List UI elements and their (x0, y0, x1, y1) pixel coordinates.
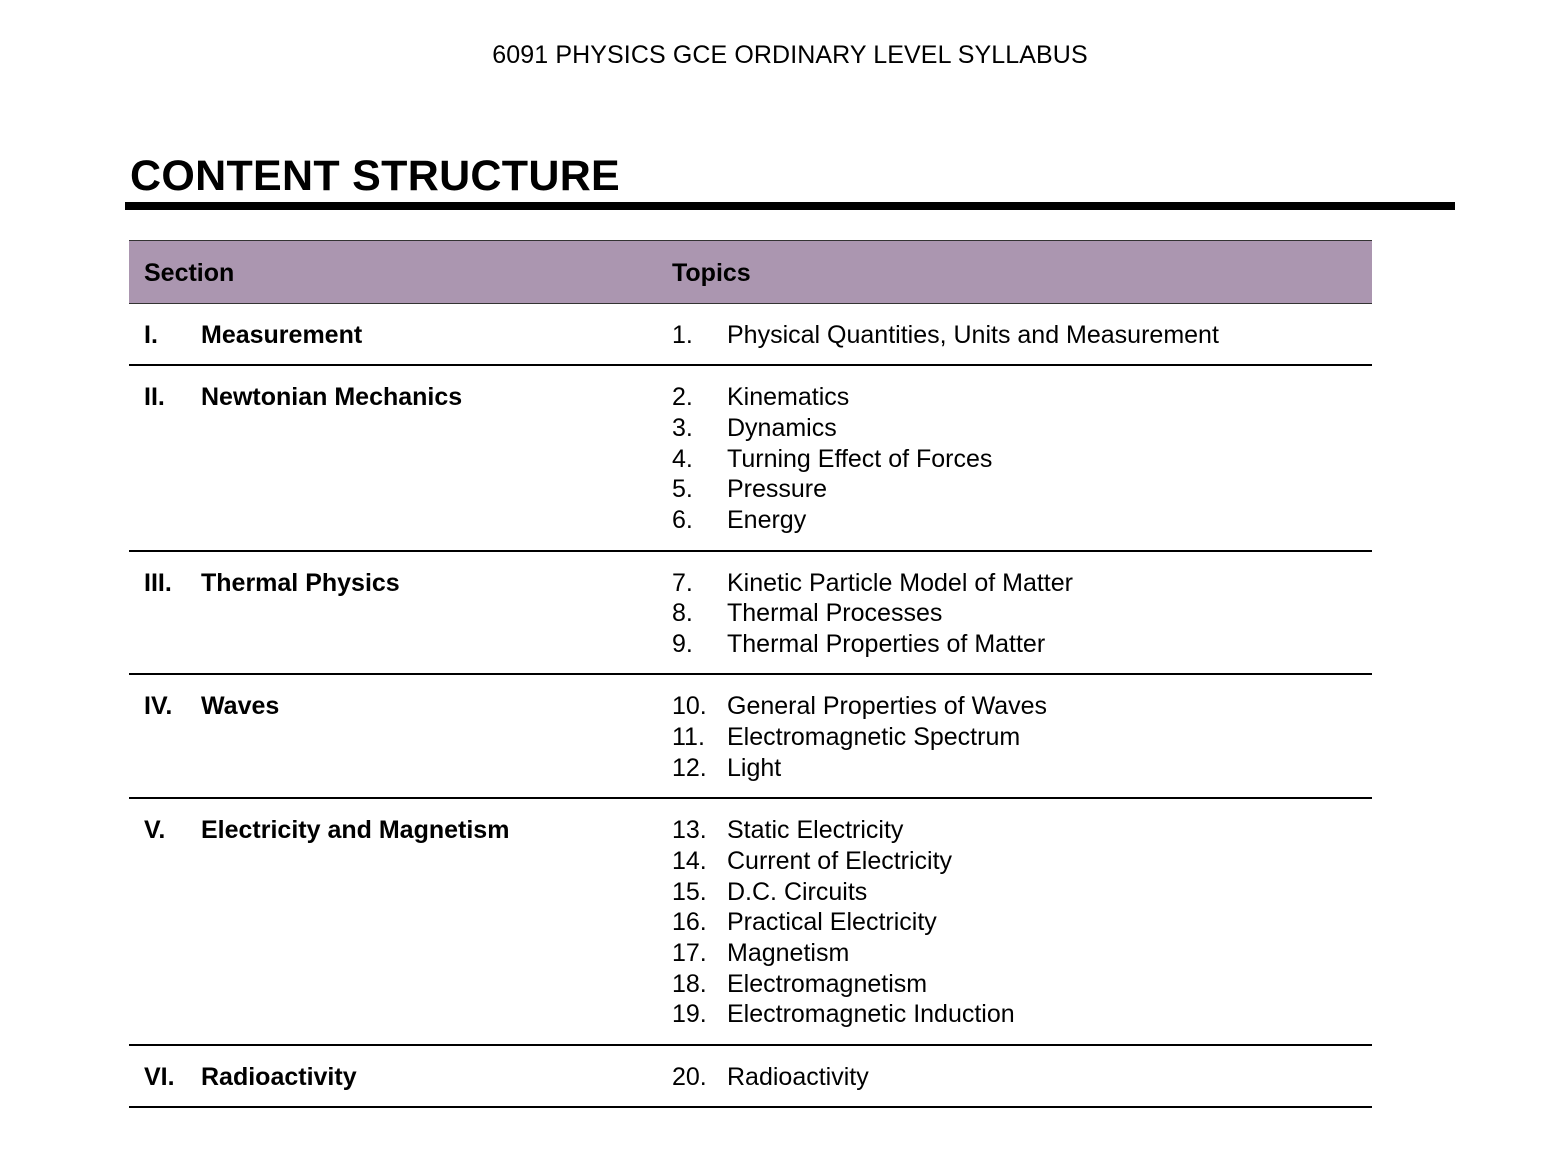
running-header: 6091 PHYSICS GCE ORDINARY LEVEL SYLLABUS (492, 41, 1088, 69)
header-topics: Topics (672, 259, 751, 287)
section-name: Thermal Physics (201, 568, 400, 597)
section-name: Waves (201, 692, 280, 721)
table-row (129, 1046, 1372, 1108)
section-numeral: II. (144, 383, 165, 412)
header-section: Section (144, 259, 235, 287)
title-rule (125, 202, 1455, 210)
topic-number: 2. (672, 383, 693, 412)
table-body (129, 304, 1372, 1108)
topic-number: 7. (672, 568, 693, 597)
topic-name: Practical Electricity (727, 908, 937, 937)
content-structure-table (129, 240, 1372, 1108)
topic-number: 13. (672, 816, 707, 845)
topic-name: D.C. Circuits (727, 877, 868, 906)
section-numeral: IV. (144, 692, 173, 721)
topic-name: Electromagnetism (727, 969, 928, 998)
section-numeral: III. (144, 568, 172, 597)
table-row (129, 552, 1372, 676)
topic-number: 15. (672, 877, 707, 906)
topic-name: Electromagnetic Spectrum (727, 723, 1021, 752)
section-name: Newtonian Mechanics (201, 383, 463, 412)
topic-name: Pressure (727, 475, 828, 504)
topic-number: 12. (672, 753, 707, 782)
page-title: CONTENT STRUCTURE (130, 152, 621, 200)
topic-number: 5. (672, 475, 693, 504)
section-name: Measurement (201, 321, 363, 349)
section-name: Radioactivity (201, 1062, 357, 1091)
section-numeral: V. (144, 816, 166, 845)
topic-number: 1. (672, 321, 693, 349)
topic-name: Current of Electricity (727, 846, 953, 875)
table-row (129, 675, 1372, 799)
topic-name: Dynamics (727, 414, 837, 443)
topic-name: Light (727, 753, 782, 782)
table-header (129, 240, 1372, 304)
topic-number: 17. (672, 938, 707, 967)
topic-name: Energy (727, 506, 807, 535)
topic-name: Turning Effect of Forces (727, 444, 993, 473)
topic-number: 4. (672, 444, 693, 473)
topic-name: Thermal Processes (727, 599, 943, 628)
table-row (129, 366, 1372, 551)
topic-number: 3. (672, 414, 693, 443)
topic-number: 10. (672, 692, 707, 721)
table-row (129, 799, 1372, 1046)
section-numeral: VI. (144, 1062, 175, 1091)
section-numeral: I. (144, 321, 158, 349)
topic-name: Magnetism (727, 938, 850, 967)
topic-name: Kinematics (727, 383, 850, 412)
topic-name: Thermal Properties of Matter (727, 629, 1046, 658)
topic-number: 19. (672, 1000, 707, 1029)
topic-number: 16. (672, 908, 707, 937)
topic-name: Kinetic Particle Model of Matter (727, 568, 1073, 597)
topic-name: Radioactivity (727, 1062, 869, 1091)
topic-name: Electromagnetic Induction (727, 1000, 1015, 1029)
topic-name: Static Electricity (727, 816, 904, 845)
topic-number: 18. (672, 969, 707, 998)
topic-name: Physical Quantities, Units and Measurement (727, 321, 1219, 349)
topic-name: General Properties of Waves (727, 692, 1048, 721)
topic-number: 20. (672, 1062, 707, 1091)
topic-number: 6. (672, 506, 693, 535)
table-row (129, 304, 1372, 366)
section-name: Electricity and Magnetism (201, 816, 510, 845)
topic-number: 9. (672, 629, 693, 658)
topic-number: 14. (672, 846, 707, 875)
topic-number: 11. (672, 723, 705, 752)
topic-number: 8. (672, 599, 693, 628)
